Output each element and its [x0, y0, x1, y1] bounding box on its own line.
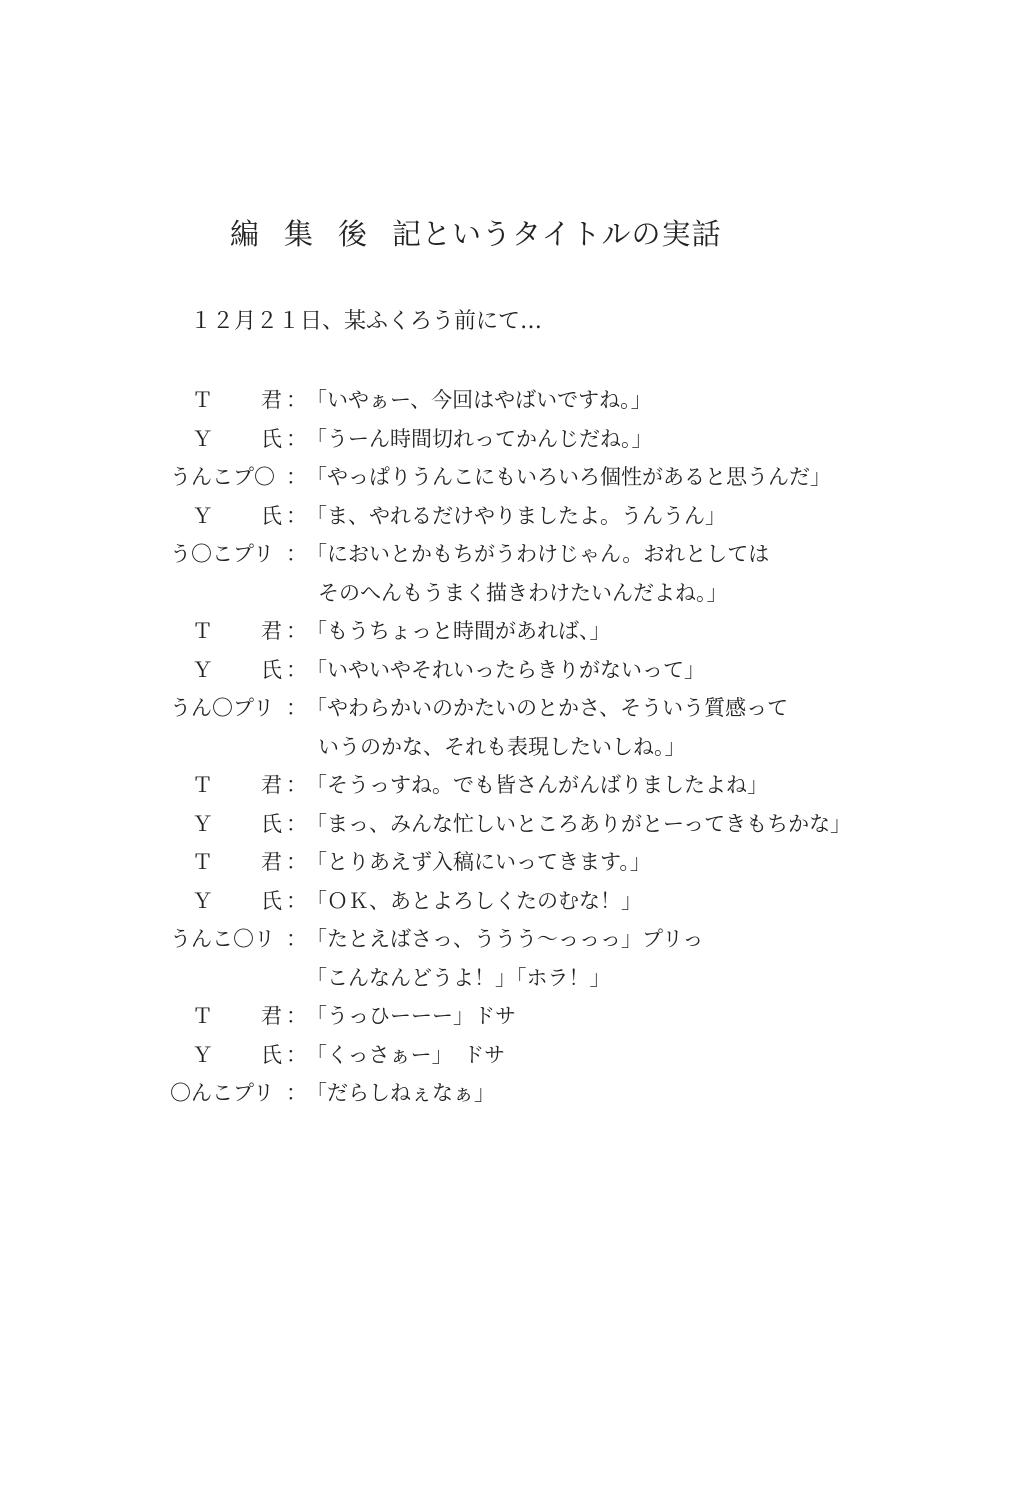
speaker-initial: Ｔ — [192, 388, 213, 412]
speaker-initial: Ｙ — [192, 503, 213, 528]
dialogue-line — [170, 420, 930, 459]
speaker: うんこ〇リ — [170, 927, 275, 951]
colon: ： — [286, 503, 307, 528]
speech-text: 「だらしねぇなぁ」 — [306, 1081, 495, 1105]
dialogue-line — [170, 882, 930, 921]
speaker-suffix: 氏 — [261, 1042, 282, 1067]
dialogue-line — [170, 1074, 930, 1113]
speaker: 〇んこプリ — [170, 1081, 275, 1105]
speaker — [192, 420, 282, 459]
dialogue-line — [170, 612, 930, 651]
colon: ： — [286, 696, 307, 720]
colon: ： — [286, 426, 307, 451]
speaker-suffix: 君 — [261, 1004, 282, 1028]
dialogue-continuation — [170, 959, 930, 998]
colon: ： — [286, 850, 307, 874]
dialogue-line — [170, 458, 930, 497]
speech-text: 「においとかもちがうわけじゃん。おれとしては — [306, 542, 770, 566]
speech-text: 「まっ、みんな忙しいところありがとーってきもちかな」 — [306, 811, 852, 836]
dialogue-line — [170, 997, 930, 1036]
speech-text: 「いやいやそれいったらきりがないって」 — [306, 657, 705, 682]
dialogue-list — [170, 381, 930, 1113]
speaker — [192, 612, 282, 651]
colon: ： — [286, 927, 307, 951]
speaker — [192, 997, 282, 1036]
speaker-initial: Ｙ — [192, 888, 213, 913]
colon: ： — [286, 465, 307, 489]
speaker — [192, 381, 282, 420]
speaker — [192, 766, 282, 805]
title-char: 後 — [338, 217, 369, 251]
dialogue-line — [170, 651, 930, 690]
speaker-initial: Ｙ — [192, 426, 213, 451]
speaker-initial: Ｙ — [192, 657, 213, 682]
speaker: うん〇プリ — [170, 696, 275, 720]
speech-text: 「そうっすね。でも皆さんがんばりましたよね」 — [306, 773, 768, 797]
speaker-initial: Ｔ — [192, 850, 213, 874]
title-char: 編 — [230, 217, 261, 251]
speaker-initial: Ｔ — [192, 619, 213, 643]
speaker — [192, 651, 282, 690]
colon: ： — [286, 773, 307, 797]
speaker — [192, 497, 282, 536]
speaker: うんこプ〇 — [170, 465, 275, 489]
colon: ： — [286, 1081, 307, 1105]
speaker-initial: Ｙ — [192, 1042, 213, 1067]
colon: ： — [286, 542, 307, 566]
speech-text: そのへんもうまく描きわけたいんだよね。」 — [318, 580, 728, 605]
colon: ： — [286, 1042, 307, 1067]
dialogue-line — [170, 920, 930, 959]
speaker — [192, 805, 282, 844]
speaker-suffix: 君 — [261, 850, 282, 874]
dialogue-line — [170, 805, 930, 844]
dialogue-line — [170, 381, 930, 420]
dialogue-line — [170, 497, 930, 536]
speech-text: 「くっさぁー」 ドサ — [306, 1042, 506, 1067]
speech-text: 「ＯＫ、あとよろしくたのむな！」 — [306, 888, 642, 913]
speech-text: 「うっひーーー」ドサ — [306, 1004, 516, 1028]
intro-line: １２月２１日、某ふくろう前にて… — [190, 309, 543, 334]
speech-text: いうのかな、それも表現したいしね。」 — [318, 734, 686, 759]
speaker-suffix: 氏 — [261, 811, 282, 836]
title-rest: 記というタイトルの実話 — [392, 217, 722, 251]
page-title — [230, 212, 721, 253]
speaker-suffix: 君 — [261, 773, 282, 797]
dialogue-continuation — [170, 574, 930, 613]
speaker-suffix: 君 — [261, 619, 282, 643]
speech-text: 「たとえばさっ、ううう〜っっっ」プリっ — [306, 927, 704, 951]
title-char: 集 — [284, 217, 315, 251]
dialogue-line — [170, 535, 930, 574]
colon: ： — [286, 619, 307, 643]
speech-text: 「ま、やれるだけやりましたよ。うんうん」 — [306, 503, 726, 528]
dialogue-line — [170, 843, 930, 882]
dialogue-continuation — [170, 728, 930, 767]
speaker — [192, 882, 282, 921]
speaker-suffix: 氏 — [261, 888, 282, 913]
speaker-initial: Ｔ — [192, 773, 213, 797]
speaker: う〇こプリ — [170, 542, 275, 566]
speaker-suffix: 氏 — [261, 426, 282, 451]
speech-text: 「いやぁー、今回はやばいですね。」 — [306, 388, 652, 412]
dialogue-line — [170, 1036, 930, 1075]
speaker-suffix: 氏 — [261, 657, 282, 682]
speaker — [192, 1036, 282, 1075]
speaker-suffix: 氏 — [261, 503, 282, 528]
dialogue-line — [170, 766, 930, 805]
dialogue-line — [170, 689, 930, 728]
speech-text: 「やっぱりうんこにもいろいろ個性があると思うんだ」 — [306, 465, 831, 489]
speech-text: 「やわらかいのかたいのとかさ、そういう質感って — [306, 696, 789, 720]
speech-text: 「もうちょっと時間があれば、」 — [306, 619, 611, 643]
speaker-suffix: 君 — [261, 388, 282, 412]
speech-text: 「とりあえず入稿にいってきます。」 — [306, 850, 651, 874]
speech-text: 「こんなんどうよ！」「ホラ！」 — [306, 965, 611, 990]
colon: ： — [286, 888, 307, 913]
speaker-initial: Ｙ — [192, 811, 213, 836]
colon: ： — [286, 811, 307, 836]
speaker-initial: Ｔ — [192, 1004, 213, 1028]
speaker — [192, 843, 282, 882]
colon: ： — [286, 1004, 307, 1028]
speech-text: 「うーん時間切れってかんじだね。」 — [306, 426, 653, 451]
colon: ： — [286, 388, 307, 412]
colon: ： — [286, 657, 307, 682]
